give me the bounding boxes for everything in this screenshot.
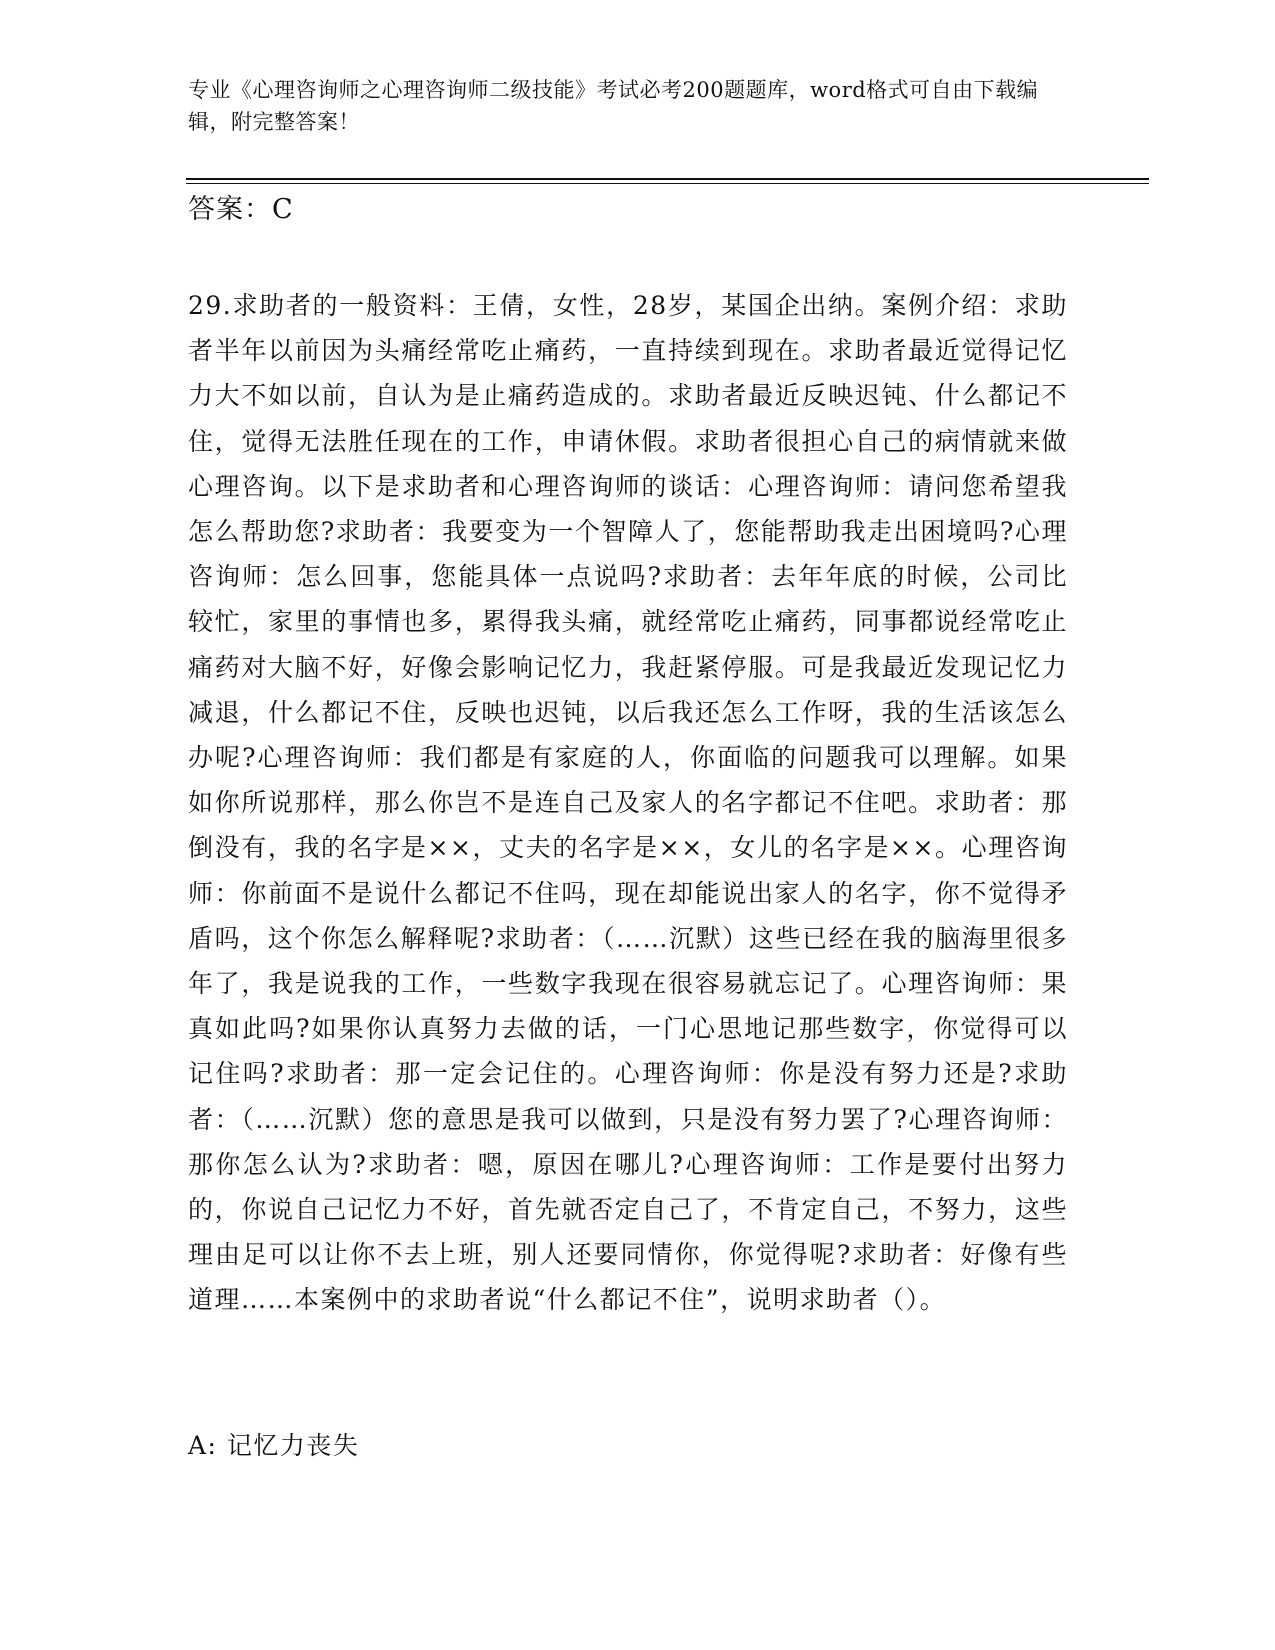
- option-a: A: 记忆力丧失: [188, 1431, 360, 1460]
- answer-line: 答案：C: [188, 194, 294, 225]
- header-divider-thick: [186, 178, 1149, 180]
- document-header: 专业《心理咨询师之心理咨询师二级技能》考试必考200题题库，word格式可自由下载编辑，附完整答案！: [188, 78, 1039, 134]
- header-divider-thin: [186, 183, 1149, 184]
- question-text: 29.求助者的一般资料：王倩，女性，28岁，某国企出纳。案例介绍：求助者半年以前因为头痛经常吃止痛药，一直持续到现在。求助者最近觉得记忆力大不如以前，自认为是止痛药造成的。求助者最近反映迟钝、什么都记不住，觉得无法胜任现在的工作，申请休假。求助者很担心自己的病情就来做心理咨询。以下是求助者和心理咨询师的谈话：心理咨询师：请问您希望我怎么帮助您?求助者：我要变为一个智障人了，您能帮助我走出困境吗?心理咨询师：怎么回事，您能具体一点说吗?求助者：去年年底的时候，公司比较忙，家里的事情也多，累得我头痛，就经常吃止痛药，同事都说经常吃止痛药对大脑不好，好像会影响记忆力，我赶紧停服。可是我最近发现记忆力减退，什么都记不住，反映也迟钝，以后我还怎么工作呀，我的生活该怎么办呢?心理咨询师：我们都是有家庭的人，你面临的问题我可以理解。如果如你所说那样，那么你岂不是连自己及家人的名字都记不住吧。求助者：那倒没有，我的名字是××，丈夫的名字是××，女儿的名字是××。心理咨询师：你前面不是说什么都记不住吗，现在却能说出家人的名字，你不觉得矛盾吗，这个你怎么解释呢?求助者：（……沉默）这些已经在我的脑海里很多年了，我是说我的工作，一些数字我现在很容易就忘记了。心理咨询师：果真如此吗?如果你认真努力去做的话，一门心思地记那些数字，你觉得可以记住吗?求助者：那一定会记住的。心理咨询师：你是没有努力还是?求助者：（……沉默）您的意思是我可以做到，只是没有努力罢了?心理咨询师：那你怎么认为?求助者：嗯，原因在哪儿?心理咨询师：工作是要付出努力的，你说自己记忆力不好，首先就否定自己了，不肯定自己，不努力，这些理由足可以让你不去上班，别人还要同情你，你觉得呢?求助者：好像有些道理……本案例中的求助者说“什么都记不住”，说明求助者（）。: [188, 291, 1068, 1315]
